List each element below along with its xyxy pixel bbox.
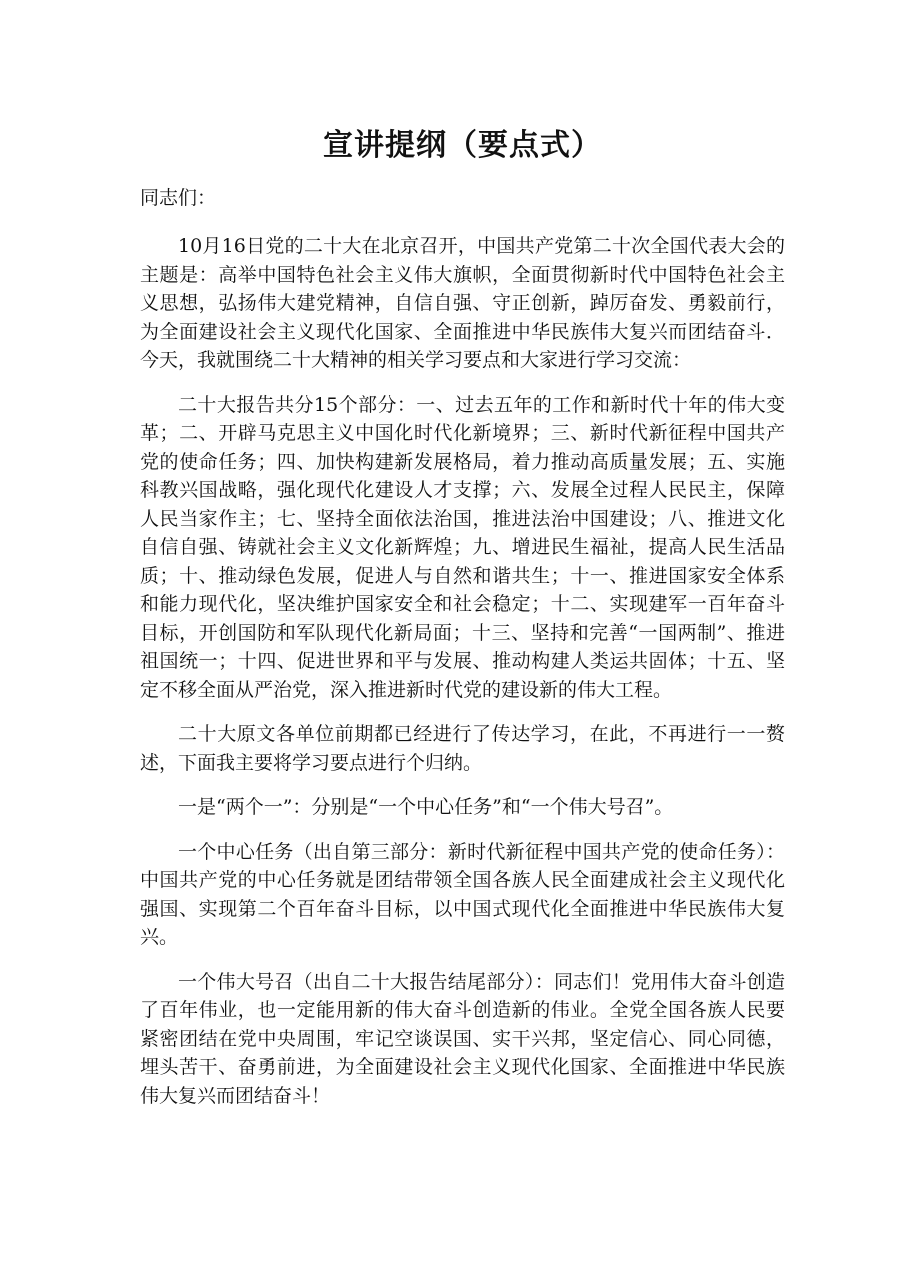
paragraph-report-sections: 二十大报告共分15个部分：一、过去五年的工作和新时代十年的伟大变革；二、开辟马克思主义中国化时代化新境界；三、新时代新征程中国共产党的使命任务；四、加快构建新发展格局，着力推动高质量发展；五、实施科教兴国战略，强化现代化建设人才支撑；六、发展全过程人民民主，保障人民当家作主；七、坚持全面依法治国，推进法治中国建设；八、推进文化自信自强、铸就社会主义文化新辉煌；九、增进民生福祉，提高人民生活品质；十、推动绿色发展，促进人与自然和谐共生；十一、推进国家安全体系和能力现代化，坚决维护国家安全和社会稳定；十二、实现建军一百年奋斗目标，开创国防和军队现代化新局面；十三、坚持和完善“一国两制”、推进祖国统一；十四、促进世界和平与发展、推动构建人类运共固体；十五、坚定不移全面从严治党，深入推进新时代党的建设新的伟大工程。	[140, 393, 785, 701]
paragraph-intro: 10月16日党的二十大在北京召开，中国共产党第二十次全国代表大会的主题是：高举中国特色社会主义伟大旗帜，全面贯彻新时代中国特色社会主义思想，弘扬伟大建党精神，自信自强、守正创新，踔厉奋发、勇毅前行，为全面建设社会主义现代化国家、全面推进中华民族伟大复兴而团结奋斗．今天，我就围绕二十大精神的相关学习要点和大家进行学习交流：	[140, 235, 785, 371]
salutation: 同志们：	[140, 187, 217, 209]
paragraph-summary-note: 二十大原文各单位前期都已经进行了传达学习，在此，不再进行一一赘述，下面我主要将学习要点进行个归纳。	[140, 723, 785, 774]
document-title: 宣讲提纲（要点式）	[323, 128, 602, 163]
paragraph-great-call: 一个伟大号召（出自二十大报告结尾部分）：同志们！党用伟大奋斗创造了百年伟业，也一定能用新的伟大奋斗创造新的伟业。全党全国各族人民要紧密团结在党中央周围，牢记空谈误国、实干兴邦，坚定信心、同心同德，埋头苦干、奋勇前进，为全面建设社会主义现代化国家、全面推进中华民族伟大复兴而团结奋斗！	[140, 970, 785, 1107]
paragraph-central-task: 一个中心任务（出自第三部分：新时代新征程中国共产党的使命任务）：中国共产党的中心任务就是团结带领全国各族人民全面建成社会主义现代化强国、实现第二个百年奋斗目标，以中国式现代化全面推进中华民族伟大复兴。	[140, 840, 785, 948]
document-body	[140, 126, 785, 1126]
paragraph-two-ones: 一是“两个一”：分别是“一个中心任务”和“一个伟大号召”。	[178, 796, 674, 818]
